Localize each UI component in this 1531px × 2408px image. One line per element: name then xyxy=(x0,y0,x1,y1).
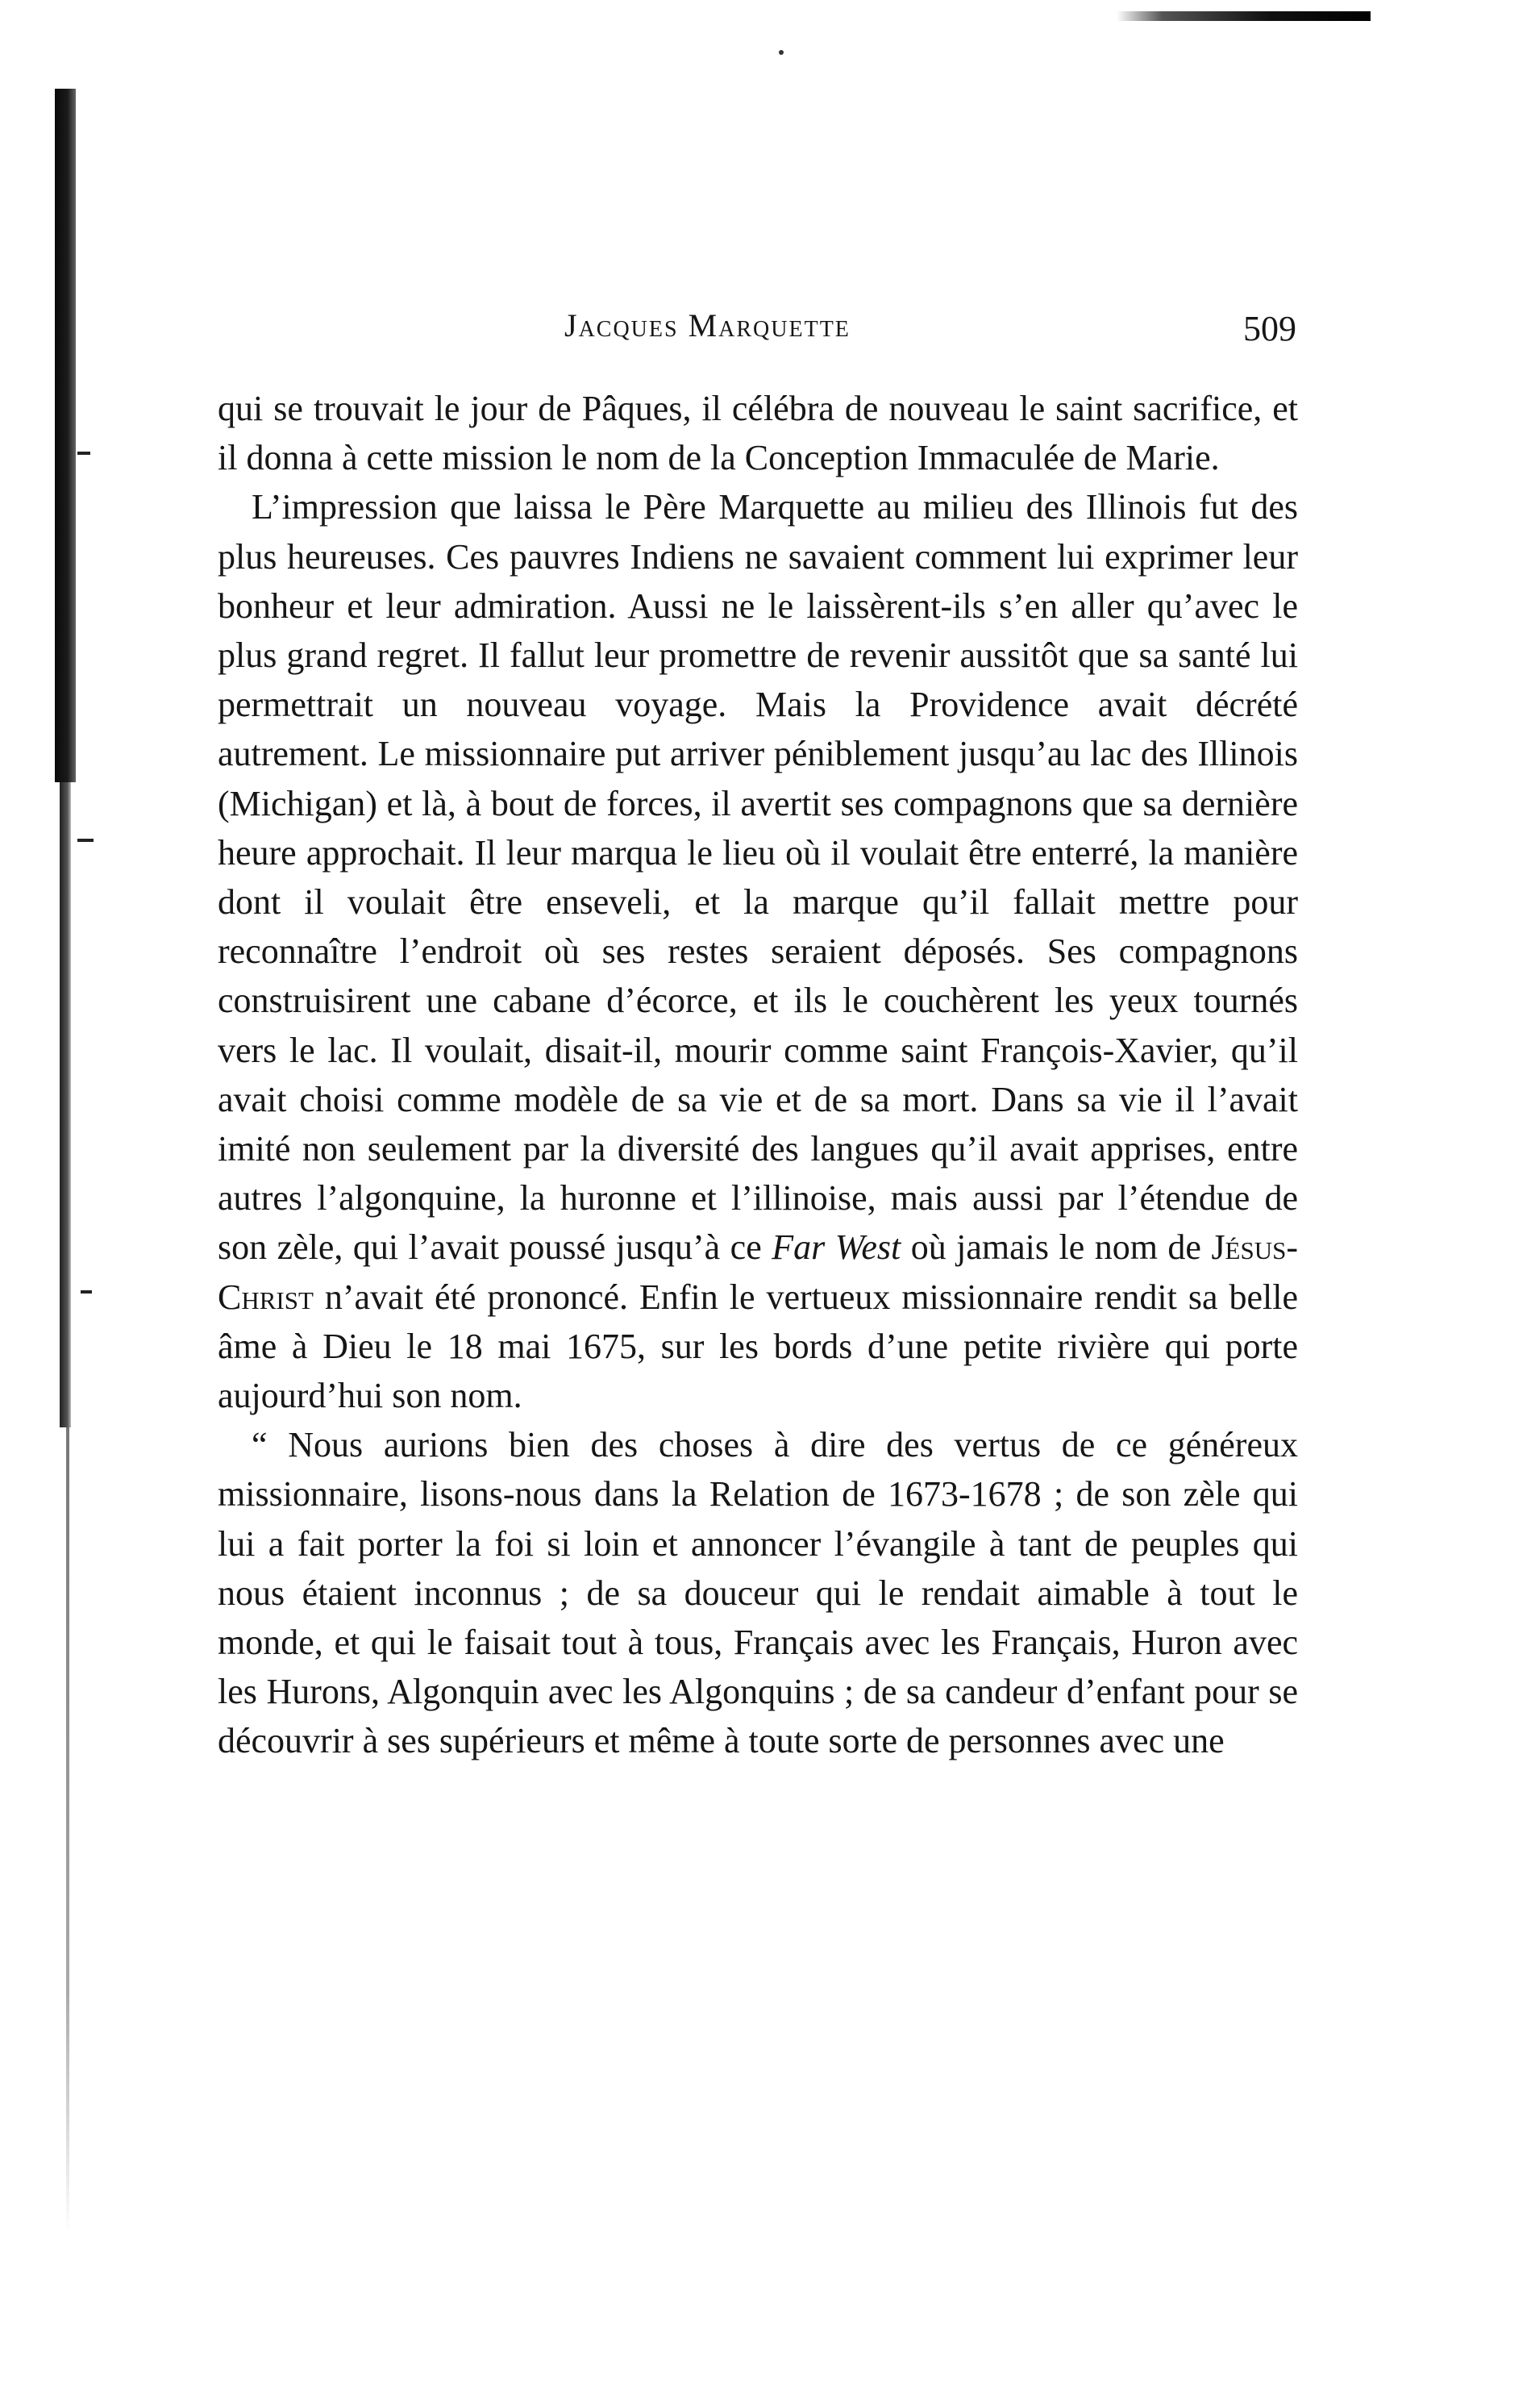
paragraph-text: n’avait été prononcé. Enfin le vertueux missionnaire rendit sa belle âme à Dieu le 18 mai 1675, sur les bords d’une petite rivière qui porte aujourd’hui son nom. xyxy=(218,1277,1298,1416)
running-title: Jacques Marquette xyxy=(564,307,851,344)
scan-left-edge-lower xyxy=(60,782,71,1427)
paragraph-text: L’impression que laissa le Père Marquette au milieu des Illinois fut des plus heureuses. Ces pauvres Indiens ne savaient comment lui exprimer leur bonheur et leur admiration. Aussi ne le laissèrent-ils s’en aller qu’avec le plus grand regret. Il fallut leur promettre de revenir aussitôt que sa santé lui permettrait un nouveau voyage. Mais la Providence avait décrété autrement. Le missionnaire put arriver péniblement jusqu’au lac des Illinois (Michigan) et là, à bout de forces, il avertit ses compagnons que sa dernière heure approchait. Il leur marqua le lieu où il voulait être enterré, la manière dont il voulait être enseveli, et la marque qu’il fallait mettre pour reconnaître l’endroit où ses restes seraient déposés. Ses compagnons construisirent une cabane d’écorce, et ils le couchèrent les yeux tournés vers le lac. Il voulait, disait-il, mourir comme saint François-Xavier, qu’il avait choisi comme modèle de sa vie et de sa mort. Dans sa vie il l’avait imité non seulement par la diversité des langues qu’il avait apprises, entre autres l’algonquine, la huronne et l’illinoise, mais aussi par l’étendue de son zèle, qui l’avait poussé jusqu’à ce xyxy=(218,487,1298,1268)
paragraph-text: qui se trouvait le jour de Pâques, il célébra de nouveau le saint sacrifice, et il donna à cette mission le nom de la Conception Immaculée de Marie. xyxy=(218,389,1298,478)
scan-speck xyxy=(779,50,784,55)
scan-left-edge xyxy=(55,89,76,782)
italic-term-far-west: Far West xyxy=(772,1227,901,1268)
scan-edge-mark xyxy=(77,452,90,455)
scan-top-rule xyxy=(1117,11,1371,21)
small-caps-name: Jésus-Christ xyxy=(218,1227,1299,1317)
paragraph xyxy=(218,1420,1298,1765)
running-header xyxy=(218,306,1314,355)
paragraph xyxy=(218,482,1298,1420)
scan-edge-mark xyxy=(81,1290,92,1294)
paragraph xyxy=(218,384,1298,482)
paragraph-text: où jamais le nom de xyxy=(910,1227,1201,1268)
scan-edge-mark xyxy=(77,839,94,842)
page-body xyxy=(218,384,1298,1766)
scan-left-edge-thin xyxy=(66,1427,69,2234)
page-number: 509 xyxy=(1243,309,1296,348)
paragraph-text: “ Nous aurions bien des choses à dire des vertus de ce généreux missionnaire, lisons-nous dans la Relation de 1673-1678 ; de son zèle qui lui a fait porter la foi si loin et annoncer l’évangile à tant de peuples qui nous étaient inconnus ; de sa douceur qui le rendait aimable à tout le monde, et qui le faisait tout à tous, Français avec les Français, Huron avec les Hurons, Algonquin avec les Algonquins ; de sa candeur d’enfant pour se découvrir à ses supérieurs et même à toute sorte de personnes avec une xyxy=(218,1425,1298,1761)
